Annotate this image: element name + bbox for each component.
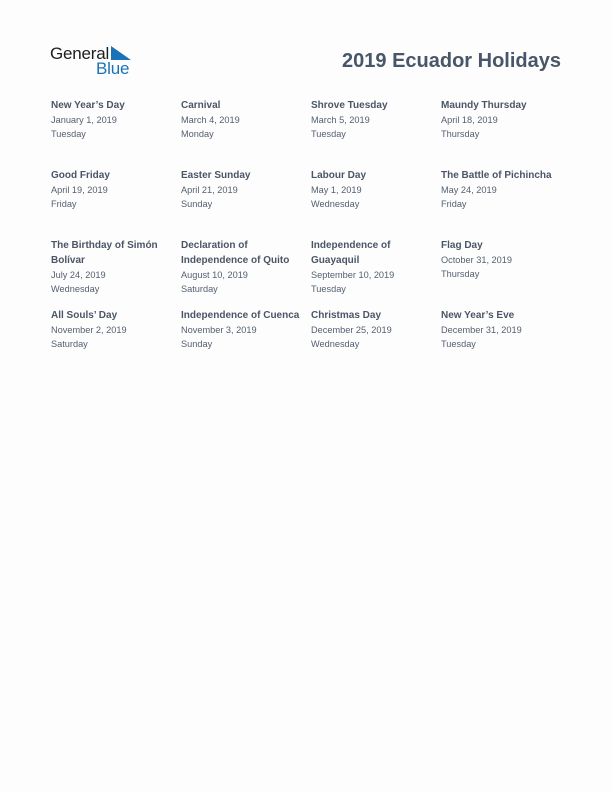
holiday-date: August 10, 2019: [181, 270, 248, 280]
holiday-date: March 4, 2019: [181, 115, 240, 125]
holiday-item: [51, 168, 176, 211]
logo-text-blue: Blue: [96, 59, 130, 78]
holiday-weekday: Tuesday: [51, 129, 86, 139]
holiday-item: [51, 308, 176, 351]
holiday-row: [51, 238, 571, 308]
holiday-item: [51, 238, 176, 296]
holiday-date: December 31, 2019: [441, 325, 522, 335]
holiday-date: November 3, 2019: [181, 325, 257, 335]
holiday-name: Shrove Tuesday: [311, 100, 388, 111]
holiday-name: Independence of Guayaquil: [311, 240, 391, 266]
holiday-row: [51, 98, 571, 168]
holiday-name: New Year’s Day: [51, 100, 125, 111]
holiday-weekday: Tuesday: [311, 129, 346, 139]
holiday-date: October 31, 2019: [441, 255, 512, 265]
holiday-date: May 24, 2019: [441, 185, 497, 195]
holiday-row: [51, 168, 571, 238]
holiday-date: April 18, 2019: [441, 115, 498, 125]
holiday-name: Carnival: [181, 100, 221, 111]
holiday-item: [181, 98, 306, 141]
holiday-weekday: Sunday: [181, 199, 213, 209]
holiday-name: New Year’s Eve: [441, 310, 515, 321]
holiday-name: Independence of Cuenca: [181, 310, 300, 321]
holiday-item: [441, 168, 566, 211]
holiday-weekday: Friday: [51, 199, 77, 209]
holiday-item: [181, 238, 306, 296]
holiday-name: Labour Day: [311, 170, 367, 181]
holiday-item: [311, 168, 436, 211]
page-title: 2019 Ecuador Holidays: [342, 50, 561, 72]
generalblue-logo: [50, 44, 140, 78]
holiday-item: [181, 308, 306, 351]
holiday-weekday: Wednesday: [311, 199, 360, 209]
holiday-item: [441, 238, 566, 281]
holiday-item: [311, 98, 436, 141]
holiday-date: September 10, 2019: [311, 270, 395, 280]
holiday-date: November 2, 2019: [51, 325, 127, 335]
holiday-date: January 1, 2019: [51, 115, 117, 125]
holiday-item: [181, 168, 306, 211]
holiday-item: [311, 238, 436, 296]
holiday-weekday: Wednesday: [51, 284, 100, 294]
holiday-name: Flag Day: [441, 240, 483, 251]
holiday-item: [441, 98, 566, 141]
holiday-name: All Souls’ Day: [51, 310, 118, 321]
holiday-weekday: Tuesday: [311, 284, 346, 294]
holiday-weekday: Sunday: [181, 339, 213, 349]
holiday-weekday: Tuesday: [441, 339, 476, 349]
holiday-item: [51, 98, 176, 141]
holiday-date: July 24, 2019: [51, 270, 106, 280]
logo-text-general: General: [50, 44, 110, 63]
holiday-date: April 21, 2019: [181, 185, 238, 195]
holiday-name: The Birthday of Simón Bolívar: [51, 240, 158, 266]
holiday-name: Easter Sunday: [181, 170, 251, 181]
holiday-name: The Battle of Pichincha: [441, 170, 552, 181]
holiday-item: [441, 308, 566, 351]
holiday-name: Declaration of Independence of Quito: [181, 240, 290, 266]
holiday-date: December 25, 2019: [311, 325, 392, 335]
holiday-weekday: Thursday: [441, 269, 480, 279]
holiday-date: April 19, 2019: [51, 185, 108, 195]
holiday-date: March 5, 2019: [311, 115, 370, 125]
holiday-weekday: Monday: [181, 129, 214, 139]
holiday-weekday: Wednesday: [311, 339, 360, 349]
holiday-weekday: Saturday: [51, 339, 88, 349]
holiday-weekday: Saturday: [181, 284, 218, 294]
holiday-name: Good Friday: [51, 170, 110, 181]
holiday-name: Christmas Day: [311, 310, 382, 321]
logo-triangle-icon: [111, 46, 131, 60]
holiday-item: [311, 308, 436, 351]
holiday-weekday: Friday: [441, 199, 467, 209]
holiday-date: May 1, 2019: [311, 185, 362, 195]
holiday-name: Maundy Thursday: [441, 100, 527, 111]
holiday-row: [51, 308, 571, 378]
holiday-weekday: Thursday: [441, 129, 480, 139]
